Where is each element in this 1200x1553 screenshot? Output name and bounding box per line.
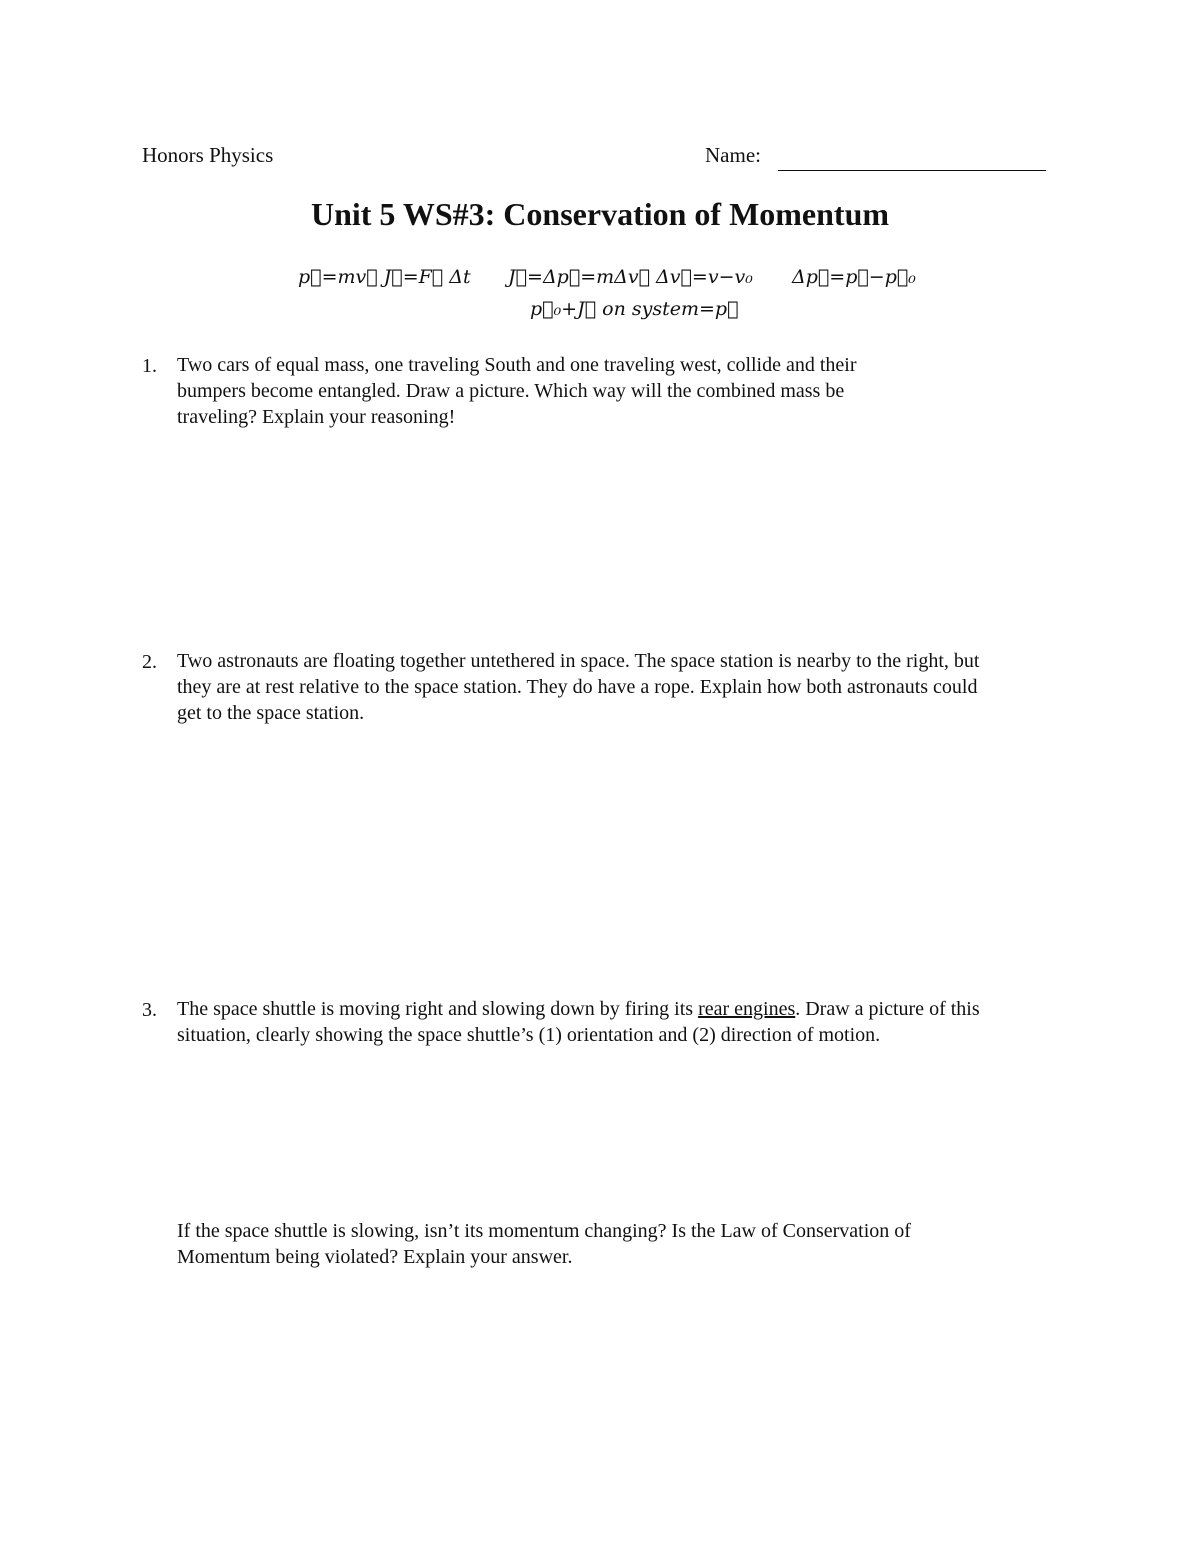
question-1-line-3: traveling? Explain your reasoning! xyxy=(177,406,456,428)
question-2-line-3: get to the space station. xyxy=(177,702,365,724)
question-3-line-1-start: The space shuttle is moving right and slowing down by firing its xyxy=(177,998,699,1020)
equation-conservation: p⃗₀+J⃗ on system=p⃗ xyxy=(530,298,739,320)
course-name: Honors Physics xyxy=(142,143,274,167)
question-2-line-1: Two astronauts are floating together untethered in space. The space station is nearby to the right, but xyxy=(177,650,980,672)
question-3-followup-line-1: If the space shuttle is slowing, isn’t its momentum changing? Is the Law of Conservation of xyxy=(177,1220,911,1242)
equation-momentum-impulse: p⃗=mv⃗ J⃗=F⃗ Δt xyxy=(298,266,471,288)
equation-change-in-momentum: Δp⃗=p⃗−p⃗₀ xyxy=(792,266,916,288)
question-3-followup xyxy=(177,1218,911,1270)
question-1-number: 1. xyxy=(142,355,157,377)
question-2-number: 2. xyxy=(142,651,157,673)
question-1-line-1: Two cars of equal mass, one traveling South and one traveling west, collide and their xyxy=(177,354,857,376)
question-3-text xyxy=(177,996,980,1048)
question-3-line-1 xyxy=(177,996,980,1022)
question-2-line-2: they are at rest relative to the space station. They do have a rope. Explain how both astronauts could xyxy=(177,676,978,698)
name-label: Name: xyxy=(705,143,761,167)
worksheet-title: Unit 5 WS#3: Conservation of Momentum xyxy=(310,196,890,232)
rear-engines-underlined: rear engines xyxy=(698,998,796,1020)
question-3-followup-line-2: Momentum being violated? Explain your answer. xyxy=(177,1246,573,1268)
question-3-line-1-end: . Draw a picture of this xyxy=(795,998,980,1020)
question-2-text xyxy=(177,648,979,726)
equation-impulse-momentum-theorem: J⃗=Δp⃗=mΔv⃗ Δv⃗=v−v₀ xyxy=(508,266,753,288)
name-blank-line[interactable] xyxy=(778,170,1046,171)
question-3-line-2: situation, clearly showing the space shuttle’s (1) orientation and (2) direction of motion. xyxy=(177,1024,881,1046)
question-1-line-2: bumpers become entangled. Draw a picture. Which way will the combined mass be xyxy=(177,380,845,402)
question-3-number: 3. xyxy=(142,999,157,1021)
question-1-text xyxy=(177,352,857,430)
